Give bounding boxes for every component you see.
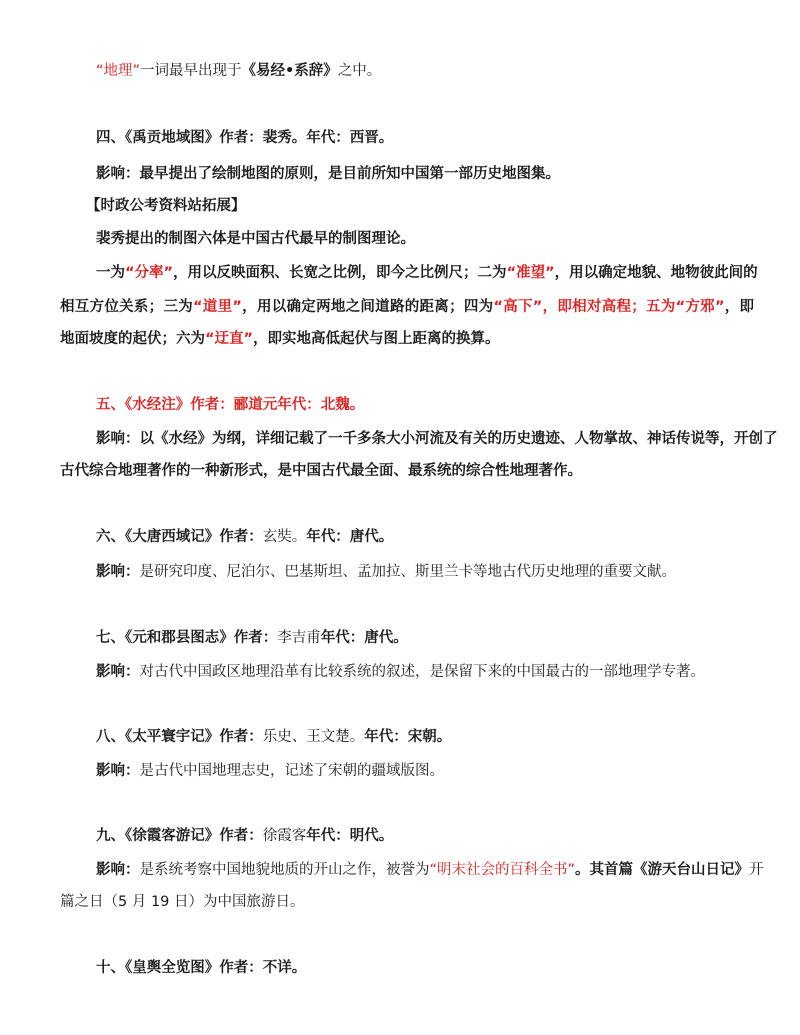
text: 相互方位关系；三为 xyxy=(60,299,193,315)
term-dili: “地理” xyxy=(96,63,141,79)
intro-text: 一词最早出现于 xyxy=(140,63,242,79)
intro-end: 之中。 xyxy=(337,63,382,79)
section-9-influence-1 xyxy=(96,860,764,880)
text: 对古代中国政区地理沿革有比较系统的叙述，是保留下来的中国最古的一部地理学专著。 xyxy=(139,664,705,680)
expand-note-label: 【时政公考资料站拓展】 xyxy=(86,198,246,214)
section-6-heading xyxy=(96,527,754,547)
text: ，即实地高低起伏与图上距离的换算。 xyxy=(253,331,500,347)
quote-encyclopedia: “明末社会的百科全书” xyxy=(429,862,576,878)
section-5-influence-1: 影响：以《水经》为纲，详细记载了一千多条大小河流及有关的历史遗迹、人物掌故、神话传说等，开创了 xyxy=(96,431,778,447)
section-8-influence xyxy=(96,761,754,781)
section-6-influence xyxy=(96,562,754,582)
label: 影响： xyxy=(96,564,140,580)
text: 七、《元和郡县图志》作者： xyxy=(96,630,278,646)
text: 。其首篇 xyxy=(575,862,634,878)
section-5-heading: 五、《水经注》作者：郦道元年代：北魏。 xyxy=(96,397,365,413)
text: ，即 xyxy=(724,299,755,315)
text: 是古代中国地理志史，记述了宋朝的疆域版图。 xyxy=(139,763,444,779)
label: 影响： xyxy=(96,862,140,878)
intro-paragraph xyxy=(96,61,754,81)
section-9-heading xyxy=(96,826,754,846)
text: ，用以确定两地之间道路的距离；四为 xyxy=(241,299,494,315)
era: 年代：唐代。 xyxy=(320,630,408,646)
text: 是研究印度、尼泊尔、巴基斯坦、孟加拉、斯里兰卡等地古代历史地理的重要文献。 xyxy=(139,564,676,580)
term-fenlv: “分率” xyxy=(125,265,174,281)
text: ，用以确定地貌、地物彼此间的 xyxy=(554,265,758,281)
section-9-influence-2: 篇之日（5 月 19 日）为中国旅游日。 xyxy=(60,894,305,910)
term-daoli: “道里” xyxy=(193,299,242,315)
section-8-heading xyxy=(96,727,754,747)
label: 影响： xyxy=(96,763,140,779)
section-4-heading: 四、《禹贡地域图》作者：裴秀。年代：西晋。 xyxy=(96,130,394,146)
text: 是系统考察中国地貌地质的开山之作，被誉为 xyxy=(139,862,430,878)
section-7-influence xyxy=(96,662,754,682)
term-fangxie: “方邪” xyxy=(675,299,725,315)
author: 玄奘。 xyxy=(262,529,307,545)
term-gaoxia: “高下” xyxy=(493,299,543,315)
six-principles-line-1 xyxy=(96,263,758,283)
era: 年代：宋朝。 xyxy=(364,729,452,745)
six-principles-line-3 xyxy=(60,329,754,349)
text: 六、《大唐西域记》作者： xyxy=(96,529,263,545)
book-yijing: 《易经•系辞》 xyxy=(241,63,338,79)
text: 开 xyxy=(749,862,764,878)
book-tiantai: 《游天台山日记》 xyxy=(633,862,750,878)
section-10-heading: 十、《皇舆全览图》作者：不详。 xyxy=(96,960,307,976)
section-4-note: 裴秀提出的制图六体是中国古代最早的制图理论。 xyxy=(96,231,415,247)
section-4-influence: 影响：最早提出了绘制地图的原则，是目前所知中国第一部历史地图集。 xyxy=(96,166,560,182)
text-red: ，即相对高程；五为 xyxy=(542,299,676,315)
era: 年代：明代。 xyxy=(306,828,394,844)
term-yuzhi: “迂直” xyxy=(205,331,254,347)
author: 乐史、王文楚。 xyxy=(262,729,365,745)
section-7-heading xyxy=(96,628,754,648)
text: ，用以反映面积、长宽之比例，即今之比例尺；二为 xyxy=(173,265,507,281)
term-zhunwang: “准望” xyxy=(506,265,555,281)
author: 李吉甫 xyxy=(277,630,321,646)
text: 八、《太平寰宇记》作者： xyxy=(96,729,263,745)
text: 一为 xyxy=(96,265,125,281)
six-principles-line-2 xyxy=(60,297,754,317)
label: 影响： xyxy=(96,664,140,680)
author: 徐霞客 xyxy=(262,828,307,844)
text: 地面坡度的起伏；六为 xyxy=(60,331,205,347)
section-5-influence-2: 古代综合地理著作的一种新形式，是中国古代最全面、最系统的综合性地理著作。 xyxy=(60,463,582,479)
era: 年代：唐代。 xyxy=(306,529,394,545)
text: 九、《徐霞客游记》作者： xyxy=(96,828,263,844)
